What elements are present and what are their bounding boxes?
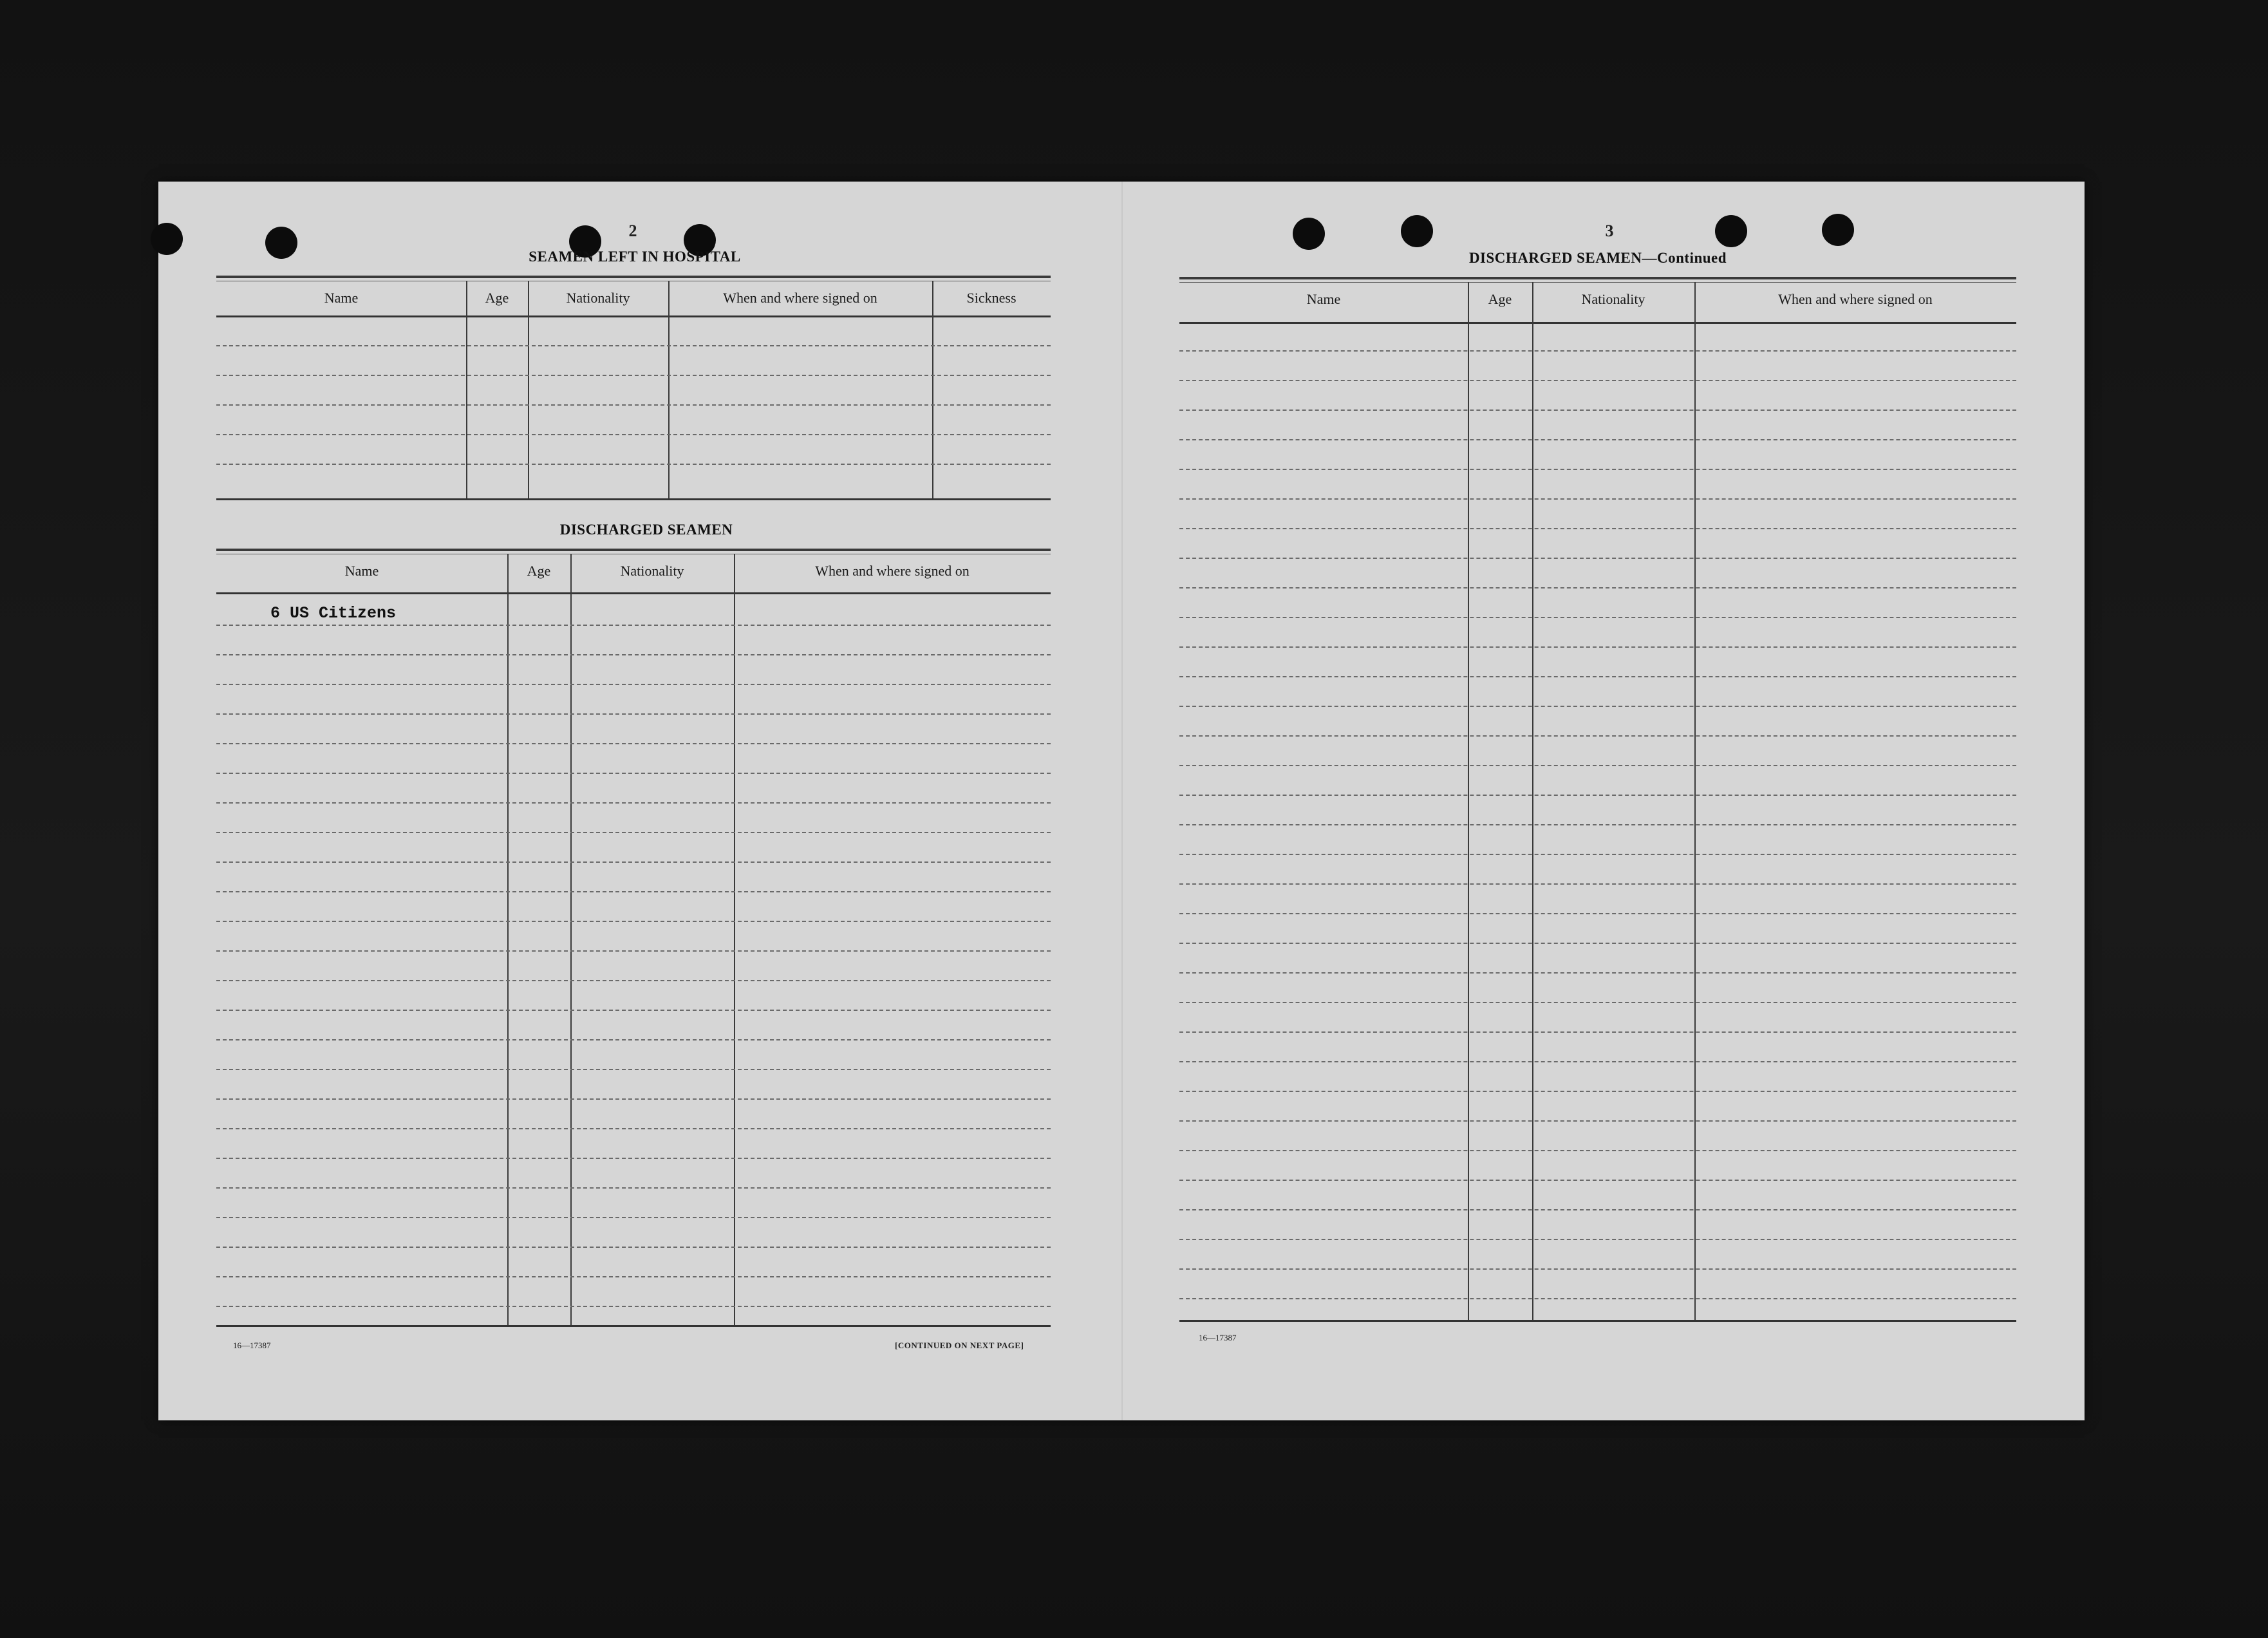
center-fold bbox=[1121, 182, 1123, 1420]
table-row bbox=[216, 1039, 1051, 1040]
table-row bbox=[216, 773, 1051, 774]
table-bottom-rule bbox=[1179, 1320, 2016, 1322]
binder-hole bbox=[151, 223, 183, 255]
table-row bbox=[1179, 706, 2016, 707]
col-header-nationality: Nationality bbox=[620, 563, 684, 579]
col-header-signed-on: When and where signed on bbox=[723, 290, 877, 306]
table-row bbox=[1179, 498, 2016, 500]
table-row bbox=[216, 375, 1051, 376]
table-row bbox=[1179, 350, 2016, 352]
column-divider bbox=[1468, 282, 1469, 1321]
table-row bbox=[216, 1069, 1051, 1070]
typed-entry: 6 US Citizens bbox=[270, 604, 397, 623]
table-row bbox=[1179, 735, 2016, 737]
document-spread bbox=[158, 182, 2085, 1420]
table-row bbox=[1179, 1150, 2016, 1151]
title-main: DISCHARGED SEAMEN bbox=[1468, 250, 1642, 266]
column-divider bbox=[528, 281, 529, 500]
table-top-rule bbox=[216, 549, 1051, 551]
table-row bbox=[216, 980, 1051, 981]
col-header-name: Name bbox=[1306, 291, 1341, 307]
table-row bbox=[216, 345, 1051, 346]
continued-note: [CONTINUED ON NEXT PAGE] bbox=[895, 1341, 1024, 1350]
table-row bbox=[1179, 1061, 2016, 1062]
col-header-signed-on: When and where signed on bbox=[815, 563, 970, 579]
header-underline bbox=[216, 315, 1051, 317]
header-underline bbox=[216, 592, 1051, 594]
table-row bbox=[216, 891, 1051, 892]
col-header-sickness: Sickness bbox=[966, 290, 1017, 306]
title-suffix: —Continued bbox=[1642, 250, 1727, 266]
table-row bbox=[216, 1247, 1051, 1248]
form-number-right: 16—17387 bbox=[1199, 1333, 1237, 1342]
binder-hole bbox=[265, 227, 297, 259]
table-row bbox=[1179, 1209, 2016, 1210]
table-row bbox=[1179, 410, 2016, 411]
table-row bbox=[1179, 854, 2016, 855]
page-number-left: 2 bbox=[628, 221, 637, 240]
table-top-rule bbox=[1179, 277, 2016, 279]
page-number-right: 3 bbox=[1605, 221, 1614, 240]
table-row bbox=[216, 404, 1051, 406]
table-row bbox=[216, 1187, 1051, 1189]
col-header-signed-on: When and where signed on bbox=[1778, 291, 1933, 307]
discharged-section-title: DISCHARGED SEAMEN bbox=[559, 522, 733, 538]
col-header-nationality: Nationality bbox=[566, 290, 630, 306]
table-top-rule bbox=[216, 276, 1051, 278]
table-row bbox=[1179, 1298, 2016, 1299]
hospital-section-title: SEAMEN LEFT IN HOSPITAL bbox=[529, 249, 741, 265]
table-row bbox=[1179, 943, 2016, 944]
table-row bbox=[1179, 646, 2016, 648]
table-row bbox=[216, 654, 1051, 655]
table-row bbox=[1179, 1002, 2016, 1003]
column-divider bbox=[570, 554, 572, 1326]
col-header-age: Age bbox=[485, 290, 509, 306]
table-row bbox=[1179, 676, 2016, 677]
table-bottom-rule bbox=[216, 498, 1051, 500]
table-row bbox=[1179, 1180, 2016, 1181]
form-number-left: 16—17387 bbox=[233, 1341, 271, 1350]
table-row bbox=[216, 684, 1051, 685]
table-row bbox=[216, 861, 1051, 863]
table-row bbox=[216, 802, 1051, 804]
table-row bbox=[1179, 558, 2016, 559]
header-underline bbox=[1179, 322, 2016, 324]
table-row bbox=[216, 464, 1051, 465]
table-row bbox=[1179, 883, 2016, 885]
table-row bbox=[1179, 617, 2016, 618]
binder-hole bbox=[1715, 215, 1747, 247]
table-row bbox=[216, 1276, 1051, 1277]
table-row bbox=[1179, 587, 2016, 588]
table-bottom-rule bbox=[216, 1325, 1051, 1327]
table-row bbox=[1179, 439, 2016, 440]
column-divider bbox=[734, 554, 735, 1326]
table-row bbox=[216, 1158, 1051, 1159]
table-row bbox=[216, 743, 1051, 744]
hospital-table bbox=[216, 276, 1051, 505]
binder-hole bbox=[1293, 218, 1325, 250]
table-row bbox=[1179, 1091, 2016, 1092]
discharged-table-right bbox=[1179, 277, 2016, 1329]
table-row bbox=[1179, 913, 2016, 914]
column-divider bbox=[1694, 282, 1696, 1321]
table-row bbox=[216, 1306, 1051, 1307]
col-header-name: Name bbox=[344, 563, 379, 579]
table-row bbox=[1179, 765, 2016, 766]
table-row bbox=[216, 1010, 1051, 1011]
col-header-age: Age bbox=[1488, 291, 1512, 307]
table-row bbox=[1179, 1268, 2016, 1270]
discharged-table-left bbox=[216, 549, 1051, 1334]
col-header-nationality: Nationality bbox=[1581, 291, 1645, 307]
table-row bbox=[1179, 1239, 2016, 1240]
table-row bbox=[1179, 469, 2016, 470]
column-divider bbox=[1532, 282, 1533, 1321]
column-divider bbox=[668, 281, 670, 500]
table-row bbox=[216, 832, 1051, 833]
column-divider bbox=[507, 554, 509, 1326]
table-row bbox=[216, 1217, 1051, 1218]
table-row bbox=[1179, 1120, 2016, 1122]
table-row bbox=[216, 434, 1051, 435]
discharged-continued-title bbox=[1469, 250, 1727, 267]
table-row bbox=[216, 950, 1051, 952]
column-divider bbox=[466, 281, 467, 500]
table-row bbox=[1179, 1031, 2016, 1033]
table-row bbox=[1179, 528, 2016, 529]
table-top-rule bbox=[1179, 282, 2016, 283]
table-row bbox=[1179, 972, 2016, 974]
table-row bbox=[216, 713, 1051, 715]
table-row bbox=[216, 1128, 1051, 1129]
column-divider bbox=[932, 281, 933, 500]
col-header-age: Age bbox=[527, 563, 551, 579]
table-row bbox=[216, 921, 1051, 922]
table-row bbox=[216, 625, 1051, 626]
table-row bbox=[216, 1098, 1051, 1100]
table-row bbox=[1179, 795, 2016, 796]
binder-hole bbox=[1822, 214, 1854, 246]
binder-hole bbox=[1401, 215, 1433, 247]
col-header-name: Name bbox=[324, 290, 359, 306]
table-row bbox=[1179, 824, 2016, 825]
table-row bbox=[1179, 380, 2016, 381]
